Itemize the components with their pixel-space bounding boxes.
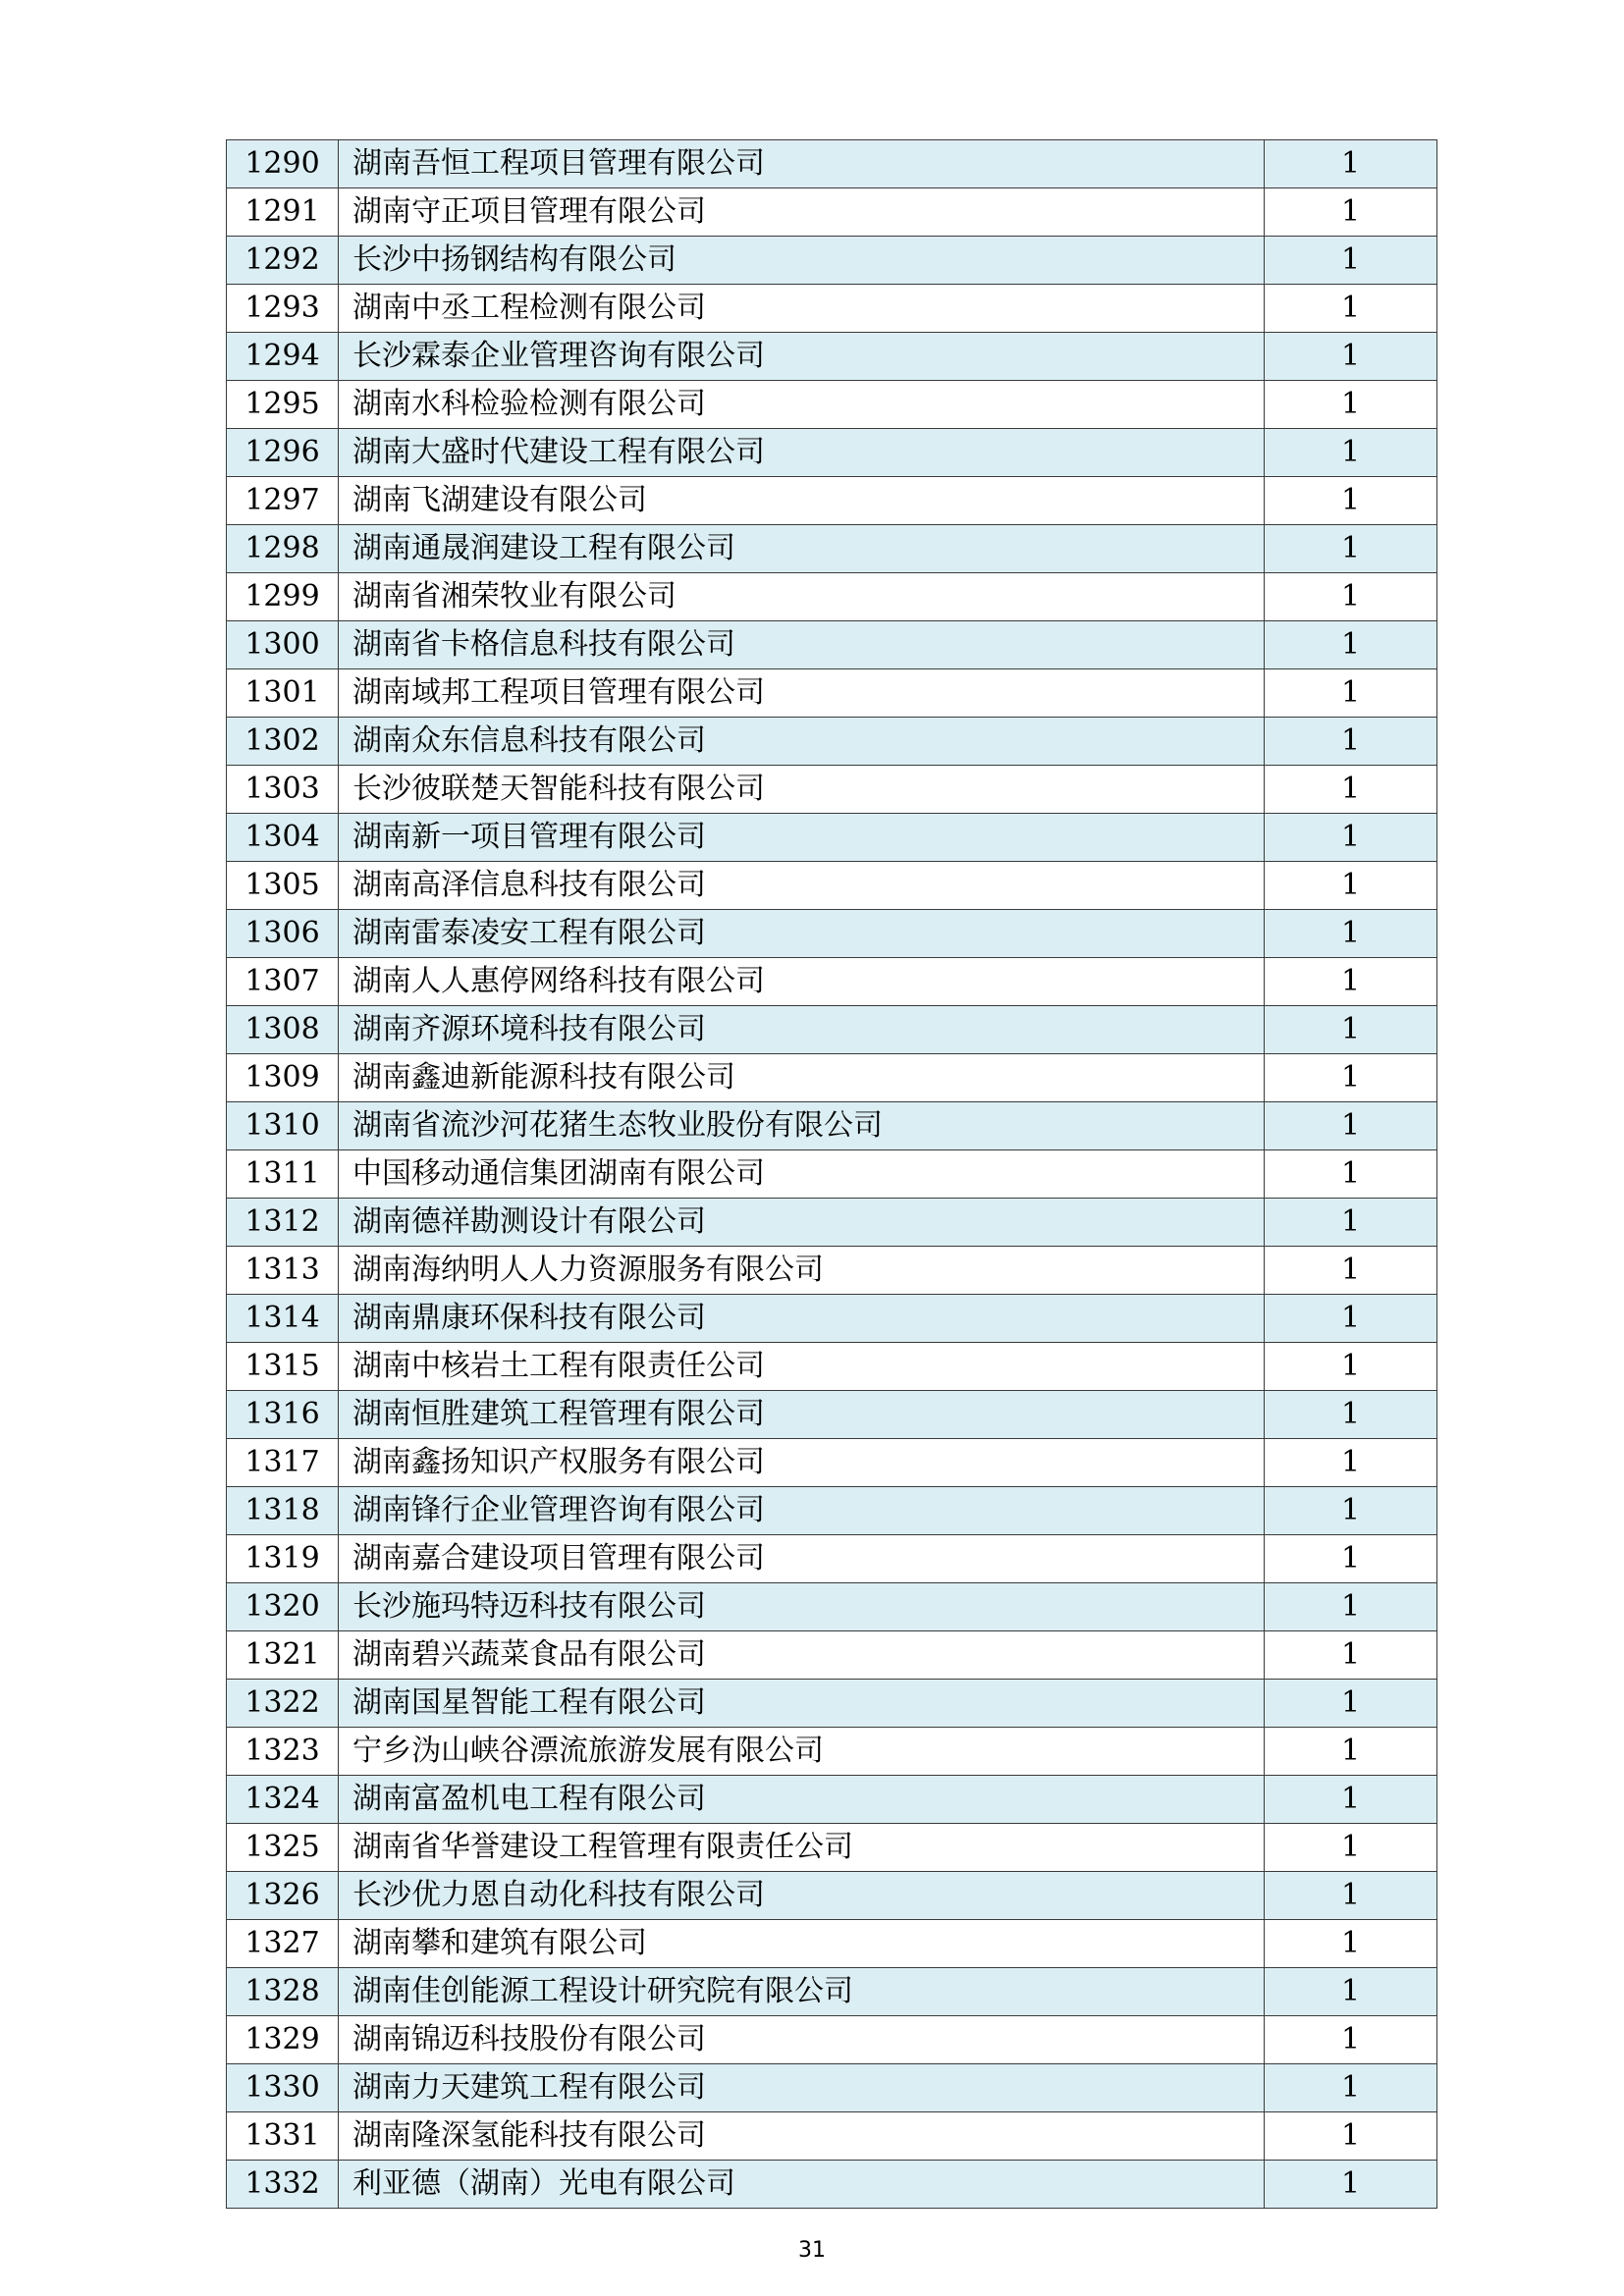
- company-list-table: [226, 139, 1437, 2209]
- company-name-cell: 湖南德祥勘测设计有限公司: [339, 1199, 1265, 1247]
- company-name-cell: 长沙彼联楚天智能科技有限公司: [339, 766, 1265, 814]
- table-row: [227, 1391, 1437, 1439]
- company-name-cell: 湖南鑫迪新能源科技有限公司: [339, 1054, 1265, 1102]
- count-cell: 1: [1265, 814, 1437, 862]
- count-cell: 1: [1265, 1150, 1437, 1199]
- count-cell: 1: [1265, 1824, 1437, 1872]
- company-name-cell: 湖南飞湖建设有限公司: [339, 477, 1265, 525]
- table-row: [227, 381, 1437, 429]
- table-row: [227, 814, 1437, 862]
- company-name-cell: 湖南新一项目管理有限公司: [339, 814, 1265, 862]
- table-row: [227, 766, 1437, 814]
- table-row: [227, 477, 1437, 525]
- count-cell: 1: [1265, 1776, 1437, 1824]
- company-name-cell: 湖南嘉合建设项目管理有限公司: [339, 1535, 1265, 1583]
- row-number-cell: 1323: [227, 1728, 339, 1776]
- count-cell: 1: [1265, 525, 1437, 573]
- count-cell: 1: [1265, 958, 1437, 1006]
- company-name-cell: 湖南佳创能源工程设计研究院有限公司: [339, 1968, 1265, 2016]
- count-cell: 1: [1265, 1247, 1437, 1295]
- company-name-cell: 长沙施玛特迈科技有限公司: [339, 1583, 1265, 1631]
- row-number-cell: 1324: [227, 1776, 339, 1824]
- row-number-cell: 1306: [227, 910, 339, 958]
- count-cell: 1: [1265, 718, 1437, 766]
- row-number-cell: 1302: [227, 718, 339, 766]
- row-number-cell: 1292: [227, 237, 339, 285]
- row-number-cell: 1332: [227, 2161, 339, 2209]
- row-number-cell: 1309: [227, 1054, 339, 1102]
- row-number-cell: 1322: [227, 1680, 339, 1728]
- table-row: [227, 1487, 1437, 1535]
- count-cell: 1: [1265, 1295, 1437, 1343]
- row-number-cell: 1300: [227, 621, 339, 669]
- count-cell: 1: [1265, 381, 1437, 429]
- row-number-cell: 1315: [227, 1343, 339, 1391]
- company-name-cell: 湖南富盈机电工程有限公司: [339, 1776, 1265, 1824]
- table-row: [227, 140, 1437, 188]
- table-row: [227, 188, 1437, 237]
- row-number-cell: 1318: [227, 1487, 339, 1535]
- count-cell: 1: [1265, 2064, 1437, 2112]
- row-number-cell: 1312: [227, 1199, 339, 1247]
- count-cell: 1: [1265, 1968, 1437, 2016]
- company-name-cell: 湖南隆深氢能科技有限公司: [339, 2112, 1265, 2161]
- count-cell: 1: [1265, 1439, 1437, 1487]
- company-name-cell: 宁乡沩山峡谷漂流旅游发展有限公司: [339, 1728, 1265, 1776]
- company-name-cell: 湖南力天建筑工程有限公司: [339, 2064, 1265, 2112]
- row-number-cell: 1290: [227, 140, 339, 188]
- count-cell: 1: [1265, 237, 1437, 285]
- table-body: [227, 140, 1437, 2209]
- row-number-cell: 1293: [227, 285, 339, 333]
- table-row: [227, 525, 1437, 573]
- company-name-cell: 中国移动通信集团湖南有限公司: [339, 1150, 1265, 1199]
- count-cell: 1: [1265, 1631, 1437, 1680]
- company-name-cell: 湖南锋行企业管理咨询有限公司: [339, 1487, 1265, 1535]
- company-name-cell: 湖南大盛时代建设工程有限公司: [339, 429, 1265, 477]
- count-cell: 1: [1265, 333, 1437, 381]
- table-row: [227, 1343, 1437, 1391]
- row-number-cell: 1305: [227, 862, 339, 910]
- company-name-cell: 利亚德（湖南）光电有限公司: [339, 2161, 1265, 2209]
- company-name-cell: 湖南吾恒工程项目管理有限公司: [339, 140, 1265, 188]
- row-number-cell: 1311: [227, 1150, 339, 1199]
- row-number-cell: 1291: [227, 188, 339, 237]
- page-number: 31: [798, 2238, 826, 2263]
- company-name-cell: 湖南水科检验检测有限公司: [339, 381, 1265, 429]
- row-number-cell: 1321: [227, 1631, 339, 1680]
- company-name-cell: 长沙优力恩自动化科技有限公司: [339, 1872, 1265, 1920]
- count-cell: 1: [1265, 910, 1437, 958]
- company-name-cell: 湖南中丞工程检测有限公司: [339, 285, 1265, 333]
- count-cell: 1: [1265, 1920, 1437, 1968]
- row-number-cell: 1297: [227, 477, 339, 525]
- table-row: [227, 285, 1437, 333]
- company-name-cell: 湖南海纳明人人力资源服务有限公司: [339, 1247, 1265, 1295]
- row-number-cell: 1295: [227, 381, 339, 429]
- count-cell: 1: [1265, 573, 1437, 621]
- table-row: [227, 1150, 1437, 1199]
- table-row: [227, 1054, 1437, 1102]
- count-cell: 1: [1265, 2161, 1437, 2209]
- company-name-cell: 湖南省华誉建设工程管理有限责任公司: [339, 1824, 1265, 1872]
- count-cell: 1: [1265, 862, 1437, 910]
- table-row: [227, 2064, 1437, 2112]
- row-number-cell: 1298: [227, 525, 339, 573]
- count-cell: 1: [1265, 1054, 1437, 1102]
- row-number-cell: 1317: [227, 1439, 339, 1487]
- table-row: [227, 958, 1437, 1006]
- table-row: [227, 910, 1437, 958]
- count-cell: 1: [1265, 1006, 1437, 1054]
- table-row: [227, 1968, 1437, 2016]
- company-name-cell: 湖南锦迈科技股份有限公司: [339, 2016, 1265, 2064]
- table-row: [227, 862, 1437, 910]
- count-cell: 1: [1265, 188, 1437, 237]
- table-row: [227, 1535, 1437, 1583]
- row-number-cell: 1303: [227, 766, 339, 814]
- company-name-cell: 湖南碧兴蔬菜食品有限公司: [339, 1631, 1265, 1680]
- company-name-cell: 湖南省流沙河花猪生态牧业股份有限公司: [339, 1102, 1265, 1150]
- table-row: [227, 1872, 1437, 1920]
- row-number-cell: 1307: [227, 958, 339, 1006]
- company-name-cell: 长沙中扬钢结构有限公司: [339, 237, 1265, 285]
- row-number-cell: 1331: [227, 2112, 339, 2161]
- row-number-cell: 1313: [227, 1247, 339, 1295]
- row-number-cell: 1310: [227, 1102, 339, 1150]
- count-cell: 1: [1265, 140, 1437, 188]
- table-row: [227, 621, 1437, 669]
- table-row: [227, 429, 1437, 477]
- table-row: [227, 669, 1437, 718]
- row-number-cell: 1301: [227, 669, 339, 718]
- row-number-cell: 1316: [227, 1391, 339, 1439]
- table-row: [227, 1920, 1437, 1968]
- count-cell: 1: [1265, 1102, 1437, 1150]
- table-row: [227, 2016, 1437, 2064]
- company-name-cell: 湖南省湘荣牧业有限公司: [339, 573, 1265, 621]
- company-name-cell: 湖南高泽信息科技有限公司: [339, 862, 1265, 910]
- row-number-cell: 1308: [227, 1006, 339, 1054]
- company-name-cell: 湖南恒胜建筑工程管理有限公司: [339, 1391, 1265, 1439]
- row-number-cell: 1314: [227, 1295, 339, 1343]
- company-name-cell: 湖南鼎康环保科技有限公司: [339, 1295, 1265, 1343]
- row-number-cell: 1325: [227, 1824, 339, 1872]
- row-number-cell: 1296: [227, 429, 339, 477]
- row-number-cell: 1328: [227, 1968, 339, 2016]
- count-cell: 1: [1265, 1343, 1437, 1391]
- table-row: [227, 1102, 1437, 1150]
- company-name-cell: 湖南攀和建筑有限公司: [339, 1920, 1265, 1968]
- row-number-cell: 1329: [227, 2016, 339, 2064]
- company-name-cell: 长沙霖泰企业管理咨询有限公司: [339, 333, 1265, 381]
- table-row: [227, 1776, 1437, 1824]
- row-number-cell: 1330: [227, 2064, 339, 2112]
- count-cell: 1: [1265, 1680, 1437, 1728]
- count-cell: 1: [1265, 1583, 1437, 1631]
- company-name-cell: 湖南雷泰凌安工程有限公司: [339, 910, 1265, 958]
- table-row: [227, 1728, 1437, 1776]
- count-cell: 1: [1265, 669, 1437, 718]
- company-name-cell: 湖南国星智能工程有限公司: [339, 1680, 1265, 1728]
- count-cell: 1: [1265, 1199, 1437, 1247]
- table-row: [227, 2161, 1437, 2209]
- count-cell: 1: [1265, 2016, 1437, 2064]
- company-name-cell: 湖南中核岩土工程有限责任公司: [339, 1343, 1265, 1391]
- company-name-cell: 湖南通晟润建设工程有限公司: [339, 525, 1265, 573]
- row-number-cell: 1319: [227, 1535, 339, 1583]
- count-cell: 1: [1265, 1487, 1437, 1535]
- table-row: [227, 1199, 1437, 1247]
- table-row: [227, 237, 1437, 285]
- table-row: [227, 1583, 1437, 1631]
- company-name-cell: 湖南齐源环境科技有限公司: [339, 1006, 1265, 1054]
- table-row: [227, 1680, 1437, 1728]
- company-name-cell: 湖南省卡格信息科技有限公司: [339, 621, 1265, 669]
- company-name-cell: 湖南域邦工程项目管理有限公司: [339, 669, 1265, 718]
- count-cell: 1: [1265, 1872, 1437, 1920]
- table-row: [227, 573, 1437, 621]
- count-cell: 1: [1265, 621, 1437, 669]
- row-number-cell: 1304: [227, 814, 339, 862]
- table-row: [227, 1295, 1437, 1343]
- count-cell: 1: [1265, 2112, 1437, 2161]
- row-number-cell: 1320: [227, 1583, 339, 1631]
- table-row: [227, 1247, 1437, 1295]
- row-number-cell: 1327: [227, 1920, 339, 1968]
- company-name-cell: 湖南人人惠停网络科技有限公司: [339, 958, 1265, 1006]
- table-row: [227, 1439, 1437, 1487]
- company-name-cell: 湖南众东信息科技有限公司: [339, 718, 1265, 766]
- table-row: [227, 1824, 1437, 1872]
- count-cell: 1: [1265, 766, 1437, 814]
- table-row: [227, 1631, 1437, 1680]
- table-row: [227, 1006, 1437, 1054]
- count-cell: 1: [1265, 1728, 1437, 1776]
- row-number-cell: 1294: [227, 333, 339, 381]
- row-number-cell: 1326: [227, 1872, 339, 1920]
- count-cell: 1: [1265, 477, 1437, 525]
- table-row: [227, 718, 1437, 766]
- table-row: [227, 333, 1437, 381]
- count-cell: 1: [1265, 1391, 1437, 1439]
- count-cell: 1: [1265, 429, 1437, 477]
- table-row: [227, 2112, 1437, 2161]
- count-cell: 1: [1265, 1535, 1437, 1583]
- count-cell: 1: [1265, 285, 1437, 333]
- row-number-cell: 1299: [227, 573, 339, 621]
- company-name-cell: 湖南守正项目管理有限公司: [339, 188, 1265, 237]
- company-name-cell: 湖南鑫扬知识产权服务有限公司: [339, 1439, 1265, 1487]
